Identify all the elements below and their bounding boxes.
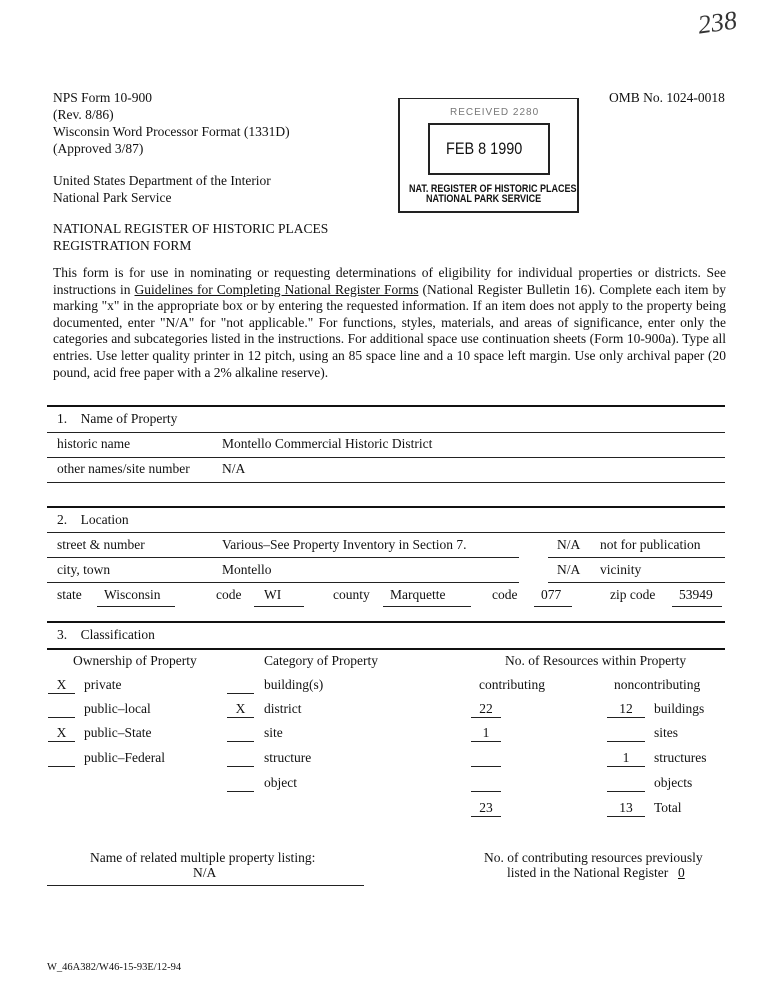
category-site-checkbox[interactable] [227, 725, 254, 742]
ownership-title: Ownership of Property [73, 653, 197, 668]
handwritten-page-number: 238 [696, 5, 739, 40]
form-revision: (Rev. 8/86) [53, 107, 114, 122]
divider [47, 885, 364, 886]
state-code-value[interactable]: WI [264, 587, 282, 602]
document-footer-code: W_46A382/W46-15-93E/12-94 [47, 962, 182, 973]
contributing-sites-field[interactable]: 1 [471, 725, 501, 742]
ownership-public-state-checkbox[interactable]: X [48, 725, 75, 742]
divider [47, 506, 725, 508]
divider [534, 606, 572, 607]
ownership-private-checkbox[interactable]: X [48, 677, 75, 694]
contributing-buildings-field[interactable]: 22 [471, 701, 501, 718]
ownership-private-label: private [84, 677, 122, 692]
agency-department: United States Department of the Interior [53, 173, 271, 188]
resources-title: No. of Resources within Property [505, 653, 687, 668]
objects-label: objects [654, 775, 693, 790]
guidelines-link[interactable]: Guidelines for Completing National Register Forms [134, 281, 419, 297]
noncontributing-structures-field[interactable]: 1 [607, 750, 645, 767]
form-title: NATIONAL REGISTER OF HISTORIC PLACES [53, 221, 329, 236]
instructions-text: This form is for use in nominating or requesting determinations of eligibility for individual properties or districts. See instructions in [53, 265, 726, 297]
previously-listed-label: No. of contributing resources previously [484, 850, 703, 865]
category-building-checkbox[interactable] [227, 677, 254, 694]
category-building-label: building(s) [264, 677, 324, 692]
county-code-value[interactable]: 077 [541, 587, 562, 602]
form-number: NPS Form 10-900 [53, 90, 153, 105]
divider [672, 606, 722, 607]
instructions-paragraph [53, 265, 726, 381]
street-label: street & number [57, 537, 145, 552]
contributing-structures-field[interactable] [471, 750, 501, 767]
city-na[interactable]: N/A [557, 562, 581, 577]
stamp-line1: NAT. REGISTER OF HISTORIC PLACES [409, 183, 577, 195]
omb-number: OMB No. 1024-0018 [609, 90, 725, 105]
zip-value[interactable]: 53949 [679, 587, 713, 602]
ownership-public-federal-checkbox[interactable] [48, 750, 75, 767]
not-for-publication-label: not for publication [600, 537, 701, 552]
county-label: county [333, 587, 370, 602]
contributing-objects-field[interactable] [471, 775, 501, 792]
noncontributing-objects-field[interactable] [607, 775, 645, 792]
divider [47, 432, 725, 433]
section2-heading: 2. Location [57, 512, 129, 527]
noncontributing-buildings-field[interactable]: 12 [607, 701, 645, 718]
agency-service: National Park Service [53, 190, 172, 205]
historic-name-label: historic name [57, 436, 131, 451]
state-code-label: code [216, 587, 242, 602]
county-code-label: code [492, 587, 518, 602]
ownership-public-state-label: public–State [84, 725, 152, 740]
noncontributing-label: noncontributing [614, 677, 701, 692]
divider [47, 532, 725, 533]
form-format: Wisconsin Word Processor Format (1331D) [53, 124, 290, 139]
stamp-date-box [428, 123, 550, 175]
city-label: city, town [57, 562, 111, 577]
form-approved: (Approved 3/87) [53, 141, 144, 156]
contributing-total-field[interactable]: 23 [471, 800, 501, 817]
vicinity-label: vicinity [600, 562, 642, 577]
section1-heading: 1. Name of Property [57, 411, 178, 426]
contributing-label: contributing [479, 677, 545, 692]
total-label: Total [654, 800, 682, 815]
divider [548, 557, 725, 558]
category-site-label: site [264, 725, 283, 740]
divider [254, 606, 304, 607]
structures-label: structures [654, 750, 707, 765]
category-title: Category of Property [264, 653, 378, 668]
divider [548, 582, 725, 583]
related-listing-value[interactable]: N/A [193, 865, 217, 880]
divider [383, 606, 471, 607]
received-stamp [398, 98, 579, 213]
noncontributing-sites-field[interactable] [607, 725, 645, 742]
state-value[interactable]: Wisconsin [104, 587, 161, 602]
previously-listed-value[interactable]: 0 [678, 865, 685, 880]
divider [47, 457, 725, 458]
state-label: state [57, 587, 82, 602]
divider [47, 582, 519, 583]
form-subtitle: REGISTRATION FORM [53, 238, 192, 253]
ownership-public-local-label: public–local [84, 701, 151, 716]
category-district-checkbox[interactable]: X [227, 701, 254, 718]
street-value[interactable]: Various–See Property Inventory in Section 7. [222, 537, 467, 552]
other-names-label: other names/site number [57, 461, 190, 476]
historic-name-value[interactable]: Montello Commercial Historic District [222, 436, 433, 451]
category-structure-checkbox[interactable] [227, 750, 254, 767]
sites-label: sites [654, 725, 679, 740]
zip-label: zip code [610, 587, 656, 602]
noncontributing-total-field[interactable]: 13 [607, 800, 645, 817]
previously-listed-label-2: listed in the National Register [507, 865, 669, 880]
category-object-label: object [264, 775, 297, 790]
other-names-value[interactable]: N/A [222, 461, 246, 476]
divider [47, 405, 725, 407]
stamp-line2: NATIONAL PARK SERVICE [426, 193, 542, 205]
stamp-received: RECEIVED 2280 [450, 107, 540, 118]
divider [97, 606, 175, 607]
section3-heading: 3. Classification [57, 627, 155, 642]
ownership-public-federal-label: public–Federal [84, 750, 165, 765]
county-value[interactable]: Marquette [390, 587, 446, 602]
category-structure-label: structure [264, 750, 312, 765]
divider [47, 621, 725, 623]
ownership-public-local-checkbox[interactable] [48, 701, 75, 718]
city-value[interactable]: Montello [222, 562, 272, 577]
divider [47, 482, 725, 483]
street-na[interactable]: N/A [557, 537, 581, 552]
buildings-label: buildings [654, 701, 705, 716]
category-district-label: district [264, 701, 302, 716]
divider [47, 557, 519, 558]
divider [47, 648, 725, 650]
related-listing-label: Name of related multiple property listing: [90, 850, 316, 865]
stamp-date: FEB 8 1990 [446, 139, 523, 158]
category-object-checkbox[interactable] [227, 775, 254, 792]
instructions-text-cont: (National Register Bulletin 16). Complete each item by marking "x" in the appropriate box or by entering the requested information. If an item does not apply to the property being documented, enter "N/A" for "not applicable." For functions, styles, materials, and areas of significance, enter only the categories and subcategories listed in the instructions. For additional space use continuation sheets (Form 10-900a). Type all entries. Use letter quality printer in 12 pitch, using an 85 space line and a 10 space left margin. Use only archival paper (20 pound, acid free paper with a 2% alkaline reserve). [53, 281, 726, 380]
